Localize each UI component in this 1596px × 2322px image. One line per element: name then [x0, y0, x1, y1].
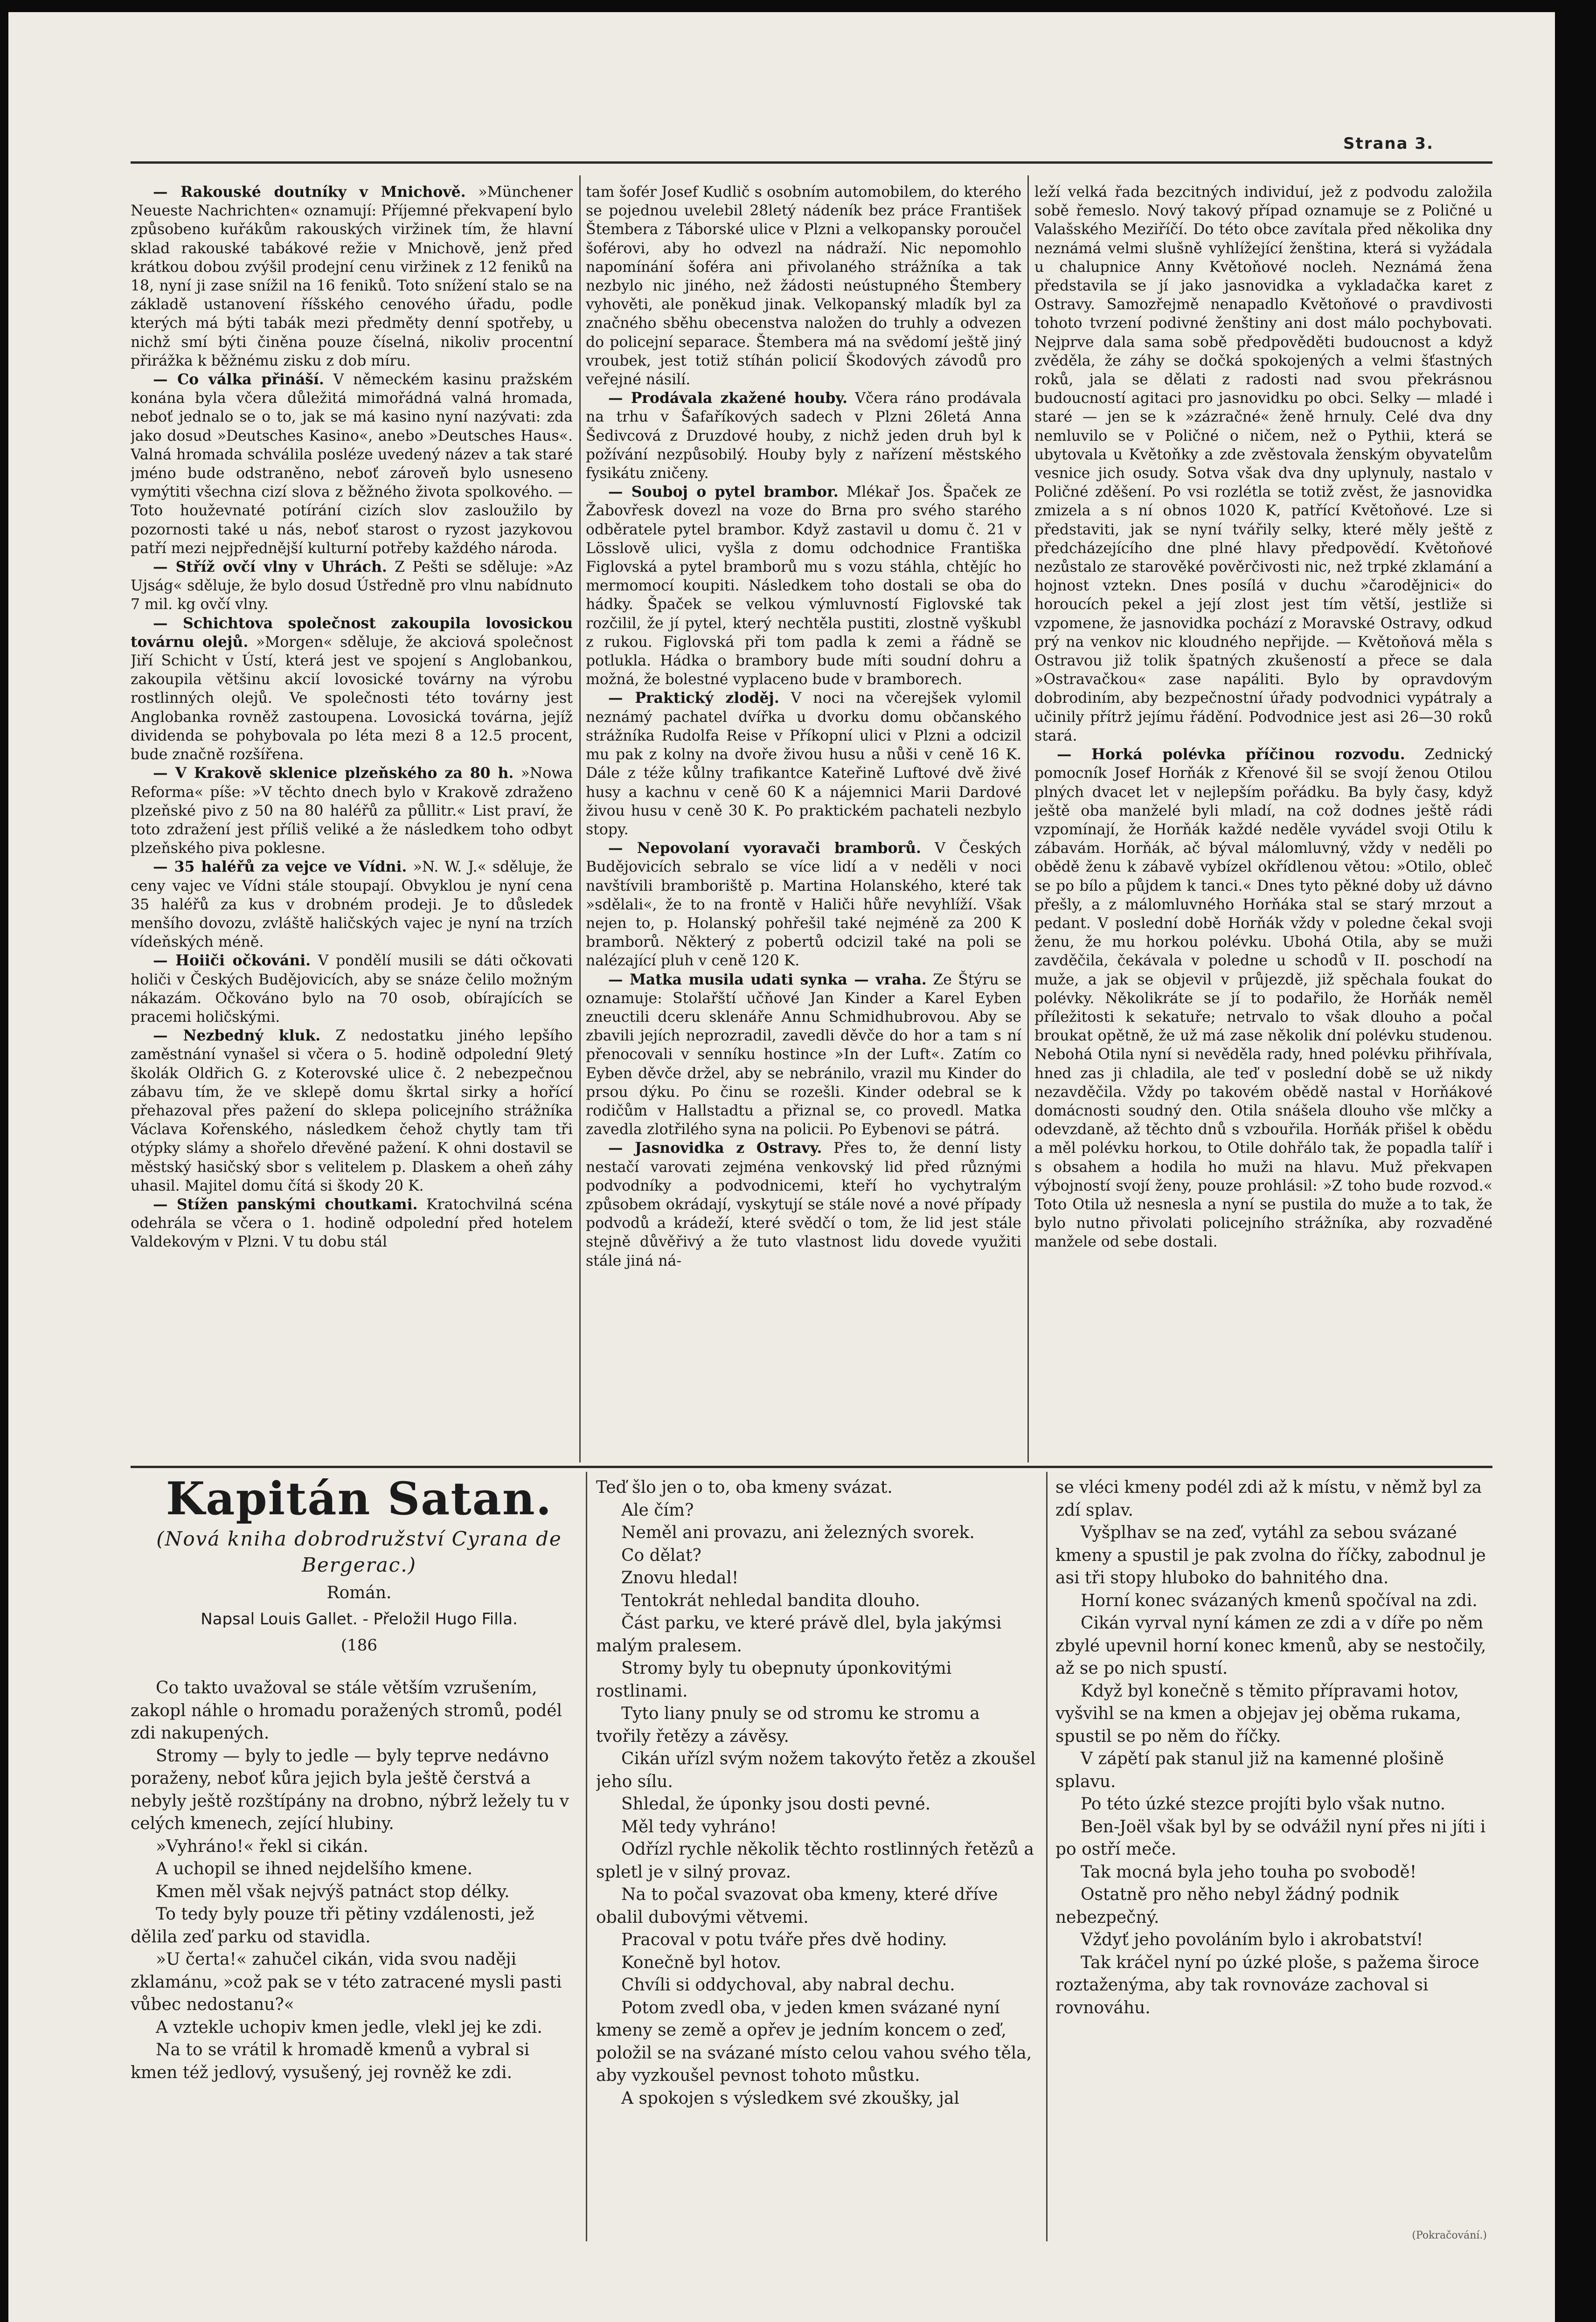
article-body: »Münchener Neueste Nachrichten« oznamují: Příjemné překvapení bylo způsobeno kuřákům rakouských viržinek tím, že hlavní sklad rakouské tabákové režie v Mnichově, jenž před krátkou dobou zvýšil prodejní cenu viržinek z 12 feniků na 18, nyní ji zase snížil na 16 feniků. Toto snížení stalo se na základě ustanovení říšského cenového úřadu, podle kterých má býti tabák mezi předměty denní spotřeby, u nichž smí býti činěna pouze číselná, nikoliv procentní přirážka k běžnému zisku z dob míru. — [131, 184, 573, 369]
column-divider — [579, 175, 581, 1463]
serial-paragraph: Chvíli si oddychoval, aby nabral dechu. — [621, 1975, 955, 1995]
continued-note: (Pokračování.) — [1412, 2230, 1487, 2241]
article-body: V Českých Budějovicích sebralo se více lidí a v neděli v noci navštívili bramboriště p. Martina Holanského, které tak »sdělali«, že to na frontě v Haliči hůře nevyhlíží. Však nejen to, p. Holanský pohřešil také nejméně za 200 K bramborů. Některý z pobertů odcizil také na poli se nalézající pluh v ceně 120 K. — [586, 840, 1021, 970]
news-article — [131, 858, 573, 951]
newspaper-page — [8, 12, 1555, 2322]
article-heading: — 35 haléřů za vejce ve Vídni. — [153, 858, 407, 876]
article-heading: — Souboj o pytel brambor. — [608, 483, 839, 501]
serial-paragraph: Tentokrát nehledal bandita dlouho. — [621, 1591, 920, 1610]
article-body: Z Pešti se sděluje: »Az Ujság« sděluje, že bylo dosud Ústředně pro vlnu nabídnuto 7 mil. kg ovčí vlny. — [131, 559, 573, 613]
article-body: »Morgen« sděluje, že akciová společnost Jiří Schicht v Ústí, která jest ve spojení s Anglobankou, zakoupila většinu akcií lovosické továrny na výrobu rostlinných olejů. Ve společnosti této továrny jest Anglobanka rovněž zastoupena. Lovosická továrna, jejíž dividenda se pohybovala po léta mezi 8 a 12.5 procent, bude značně rozšířena. — [131, 633, 573, 763]
article-body: V pondělí musili se dáti očkovati holiči v Českých Budějovicích, aby se snáze čelilo možným nákazám. Očkováno bylo na 70 osob, obírajících se pracemi holičskými. — [131, 952, 573, 1026]
serial-paragraph: Cikán uřízl svým nožem takovýto řetěz a zkoušel jeho sílu. — [596, 1749, 1036, 1791]
header-rule — [131, 161, 1492, 164]
article-heading: — Matka musila udati synka — vraha. — [608, 970, 927, 988]
news-column-1 — [131, 183, 573, 1462]
article-body: Včera ráno prodávala na trhu v Šafaříkových sadech v Plzni 26letá Anna Šedivcová z Druzdové houby, z nichž jeden druh byl k požívání nezpůsobilý. Houby byly z nařízení městského fysikátu zničeny. — [586, 390, 1021, 482]
serial-genre: Román. — [326, 1583, 392, 1602]
news-article — [131, 183, 573, 370]
article-heading: — Rakouské doutníky v Mnichově. — [153, 183, 466, 201]
serial-paragraph: Kmen měl však nejvýš patnáct stop délky. — [156, 1882, 510, 1901]
serial-paragraph: Stromy byly tu obepnuty úponkovitými rostlinami. — [596, 1659, 952, 1701]
serial-paragraph: Ben-Joël však byl by se odvážil nyní přes ni jíti i po ostří meče. — [1055, 1817, 1486, 1859]
article-body: »N. W. J.« sděluje, že ceny vajec ve Vídni stále stoupají. Obvyklou je nyní cena 35 haléřů za kus v drobném prodeji. Je to důsledek menšího dovozu, zvláště haličských vajec je nyní na trzích vídeňských méně. — [131, 859, 573, 951]
article-body: V německém kasinu pražském konána byla včera důležitá mimořádná valná hromada, neboť jednalo se o to, jak se má kasino nyní nazývati: zda jako dosud »Deutsches Kasino«, anebo »Deutsches Haus«. Valná hromada schválila posléze uvedený název a tak staré jméno bude odstraněno, neboť zároveň bylo usneseno vymýtiti všechna cizí slova z běžného života spolkového. — Toto houževnaté potírání cizích slov zasloužilo by pozornosti také u nás, neboť starost o ryzost jazykovou patří mezi nejpřednější kulturní potřeby každého národa. — [131, 371, 573, 557]
serial-paragraph: Vždyť jeho povoláním bylo i akrobatství! — [1081, 1930, 1423, 1949]
news-article — [131, 370, 573, 558]
serial-paragraph: Na to se vrátil k hromadě kmenů a vybral si kmen též jedlový, vysušený, jej rovněž ke zdi. — [131, 2040, 530, 2082]
serial-paragraph: Když byl konečně s těmito přípravami hotov, vyšvihl se na kmen a objejav jej oběma rukama, spustil se po něm do říčky. — [1055, 1681, 1461, 1746]
column-divider — [1027, 175, 1029, 1463]
news-article — [586, 839, 1021, 970]
serial-paragraph: Po této úzké stezce projíti bylo však nutno. — [1081, 1795, 1446, 1814]
article-body: leží velká řada bezcitných individuí, jež z podvodu založila sobě řemeslo. Nový takový případ oznamuje se z Poličné u Valašského Meziříčí. Do této obce zavítala před několika dny neznámá velmi slušně vyhlížející ženština, která si vyžádala u chalupnice Anny Květoňové nocleh. Neznámá žena představila se jí jako jasnovidka a vykladačka karet z Ostravy. Samozřejmě nenapadlo Květoňové o pravdivosti tohoto tvrzení podivné ženštiny ani dost málo pochybovati. Nejprve dala sama sobě předpověděti budoucnost a když zvěděla, že záhy se dočká spokojených a velmi šťastných roků, jala se dělati z radosti nad svou překrásnou budoucností agitaci pro jasnovidku po obci. Selky — mladé i staré — jen se k »zázračné« ženě hrnuly. Celé dva dny nemluvilo se v Poličné o ničem, než o Pythii, která se ubytovala u Květoňky a zde zvěstovala ženským obyvatelům vesnice jich osudy. Sotva však dva dny uplynuly, nastalo v Poličné zděšení. Po vsi rozlétla se totiž zvěst, že jasnovidka zmizela a s ní obnos 1020 K, patřící Květoňové. Lze si představiti, jak se nyní tvářily selky, které měly ještě z předcházejícího dne plné hlavy předpovědí. Květoňové nezůstalo ze starověké pověrčivosti nic, než trpké zklamání a hojnost vztekn. Dnes posílá v duchu »čarodějnici« do horoucích pekel a její zlost jest tím větší, jestliže si vzpomene, že jasnovidka pochází z Moravské Ostravy, odkud prý na venkov nic kloudného nepřijde. — Květoňová měla s Ostravou již tolik špatných zkušeností a přece se dala »Ostravačkou« zase napáliti. Bylo by opravdovým dobrodiním, aby bezpečnostní úřady podvodnici vypátraly a učinily přítrž jejímu řádění. Podvodnice jest asi 26—30 roků stará. — [1034, 184, 1492, 744]
news-article — [131, 614, 573, 764]
serial-paragraph: Potom zvedl oba, v jeden kmen svázané nyní kmeny se země a opřev je jedním koncem o zeď, položil se na svázané místo celou vahou svého těla, aby vyzkoušel pevnost tohoto můstku. — [596, 1998, 1032, 2085]
serial-paragraph: Na to počal svazovat oba kmeny, které dříve obalil dubovými větvemi. — [596, 1885, 998, 1927]
news-column-3 — [1034, 183, 1492, 1462]
article-body: V noci na včerejšek vylomil neznámý pachatel dvířka u dvorku domu občanského strážníka Rudolfa Reise v Příkopní ulici v Plzni a odcizil mu pak z kolny na dvoře živou husu a nůši v ceně 16 K. Dále z téže kůlny trafikantce Kateřině Luftové dvě živé husy a kachnu v ceně 60 K a nájemnici Marii Dardové živou husu v ceně 30 K. Po praktickém pachateli nezbylo stopy. — [586, 690, 1021, 838]
serial-credit: Napsal Louis Gallet. - Přeložil Hugo Filla. — [201, 1610, 518, 1629]
serial-paragraph: Teď šlo jen o to, oba kmeny svázat. — [596, 1478, 893, 1497]
article-heading: — Nezbedný kluk. — [153, 1027, 321, 1045]
serial-paragraph: To tedy byly pouze tři pětiny vzdálenosti, jež dělila zeď parku od stavidla. — [131, 1905, 534, 1947]
serial-paragraph: Měl tedy vyhráno! — [621, 1817, 777, 1837]
serial-paragraph: A uchopil se ihned nejdelšího kmene. — [156, 1859, 473, 1878]
serial-paragraph: Co dělat? — [621, 1546, 701, 1565]
news-article — [131, 1026, 573, 1195]
serial-paragraph: »U čerta!« zahučel cikán, vida svou naději zklamánu, »což pak se v této zatracené mysli pasti vůbec nedostanu?« — [131, 1950, 562, 2014]
serial-paragraph: Ale čím? — [621, 1500, 694, 1520]
news-article — [131, 951, 573, 1026]
article-body: Zednický pomocník Josef Horňák z Křenové šil se svojí ženou Otilou plných dvacet let v nejlepším pořádku. Ba byly časy, když ještě oba manželé byli mladí, na což dodnes ještě rádi vzpomínají, že Horňák každé neděle vyvádel svoji Otilu k zábavám. Horňák, ač býval málomluvný, vždy v neděli po obědě ženu k zábavě vybízel okřídlenou větou: »Otilo, obleč se po bílo a půjdem k tanci.« Dnes tyto pěkné doby už dávno přešly, a z málomluvného Horňáka stal se starý mrzout a pedant. V poslední době Horňák vždy v poledne čekal svoji ženu, že mu horkou polévku. Ubohá Otila, aby se muži zavděčila, čekávala v poledne u schodů v II. poschodí na muže, a jak se objevil v průjezdě, již spěchala foukat do polévky. Několikráte se jí to podařilo, že Horňák neměl příležitosti k sekatuře; netrvalo to však dlouho a počal broukat opětně, že už má zase několik dní polévku studenou. Nebohá Otila nyní si nevěděla rady, hned polévku přihřívala, hned zas ji chladila, ale teď v poslední době se už nikdy nezavděčila. Vždy po takovém obědě nastal v Horňákové domácnosti soudný den. Otila snášela dlouho vše mlčky a odevzdaně, až těchto dnů s vzbouřila. Horňák přišel k obědu a měl polévku horkou, to Otile dohřálo tak, že popadla talíř i s obsahem a hodila ho muži na hlavu. Muž překvapen výbojností svojí ženy, pouze prohlásil: »Z toho bude rozvod.« Toto Otila už nesnesla a nyní se pustila do muže a to tak, že bylo nutno přivolati policejního strážníka, aby rozvaděné manžele od sebe dostali. — [1034, 746, 1492, 1251]
serial-paragraph: A vztekle uchopiv kmen jedle, vlekl jej ke zdi. — [156, 2017, 542, 2037]
article-body: Kratochvilná scéna odehrála se včera o 1. hodině odpolední před hotelem Valdekovým v Plzni. V tu dobu stál — [131, 1196, 573, 1251]
news-article — [586, 1139, 1021, 1270]
serial-paragraph: Ostatně pro něho nebyl žádný podnik nebezpečný. — [1055, 1885, 1399, 1927]
news-article — [586, 970, 1021, 1139]
news-article — [586, 389, 1021, 483]
news-article — [586, 689, 1021, 839]
news-article — [1034, 745, 1492, 1251]
serial-paragraph: se vléci kmeny podél zdi až k místu, v němž byl za zdí splav. — [1055, 1478, 1482, 1520]
section-rule — [131, 1466, 1492, 1468]
serial-paragraph: »Vyhráno!« řekl si cikán. — [156, 1837, 368, 1856]
serial-subtitle: (Nová kniha dobrodružství Cyrana de Bergerac.) — [156, 1527, 562, 1576]
serial-heading — [131, 1472, 588, 1657]
article-heading: — Praktický zloděj. — [608, 689, 779, 707]
serial-paragraph: Tyto liany pnuly se od stromu ke stromu a tvořily řetězy a závěsy. — [596, 1704, 980, 1746]
serial-paragraph: Část parku, ve které právě dlel, byla jakýmsi malým pralesem. — [596, 1614, 1002, 1656]
article-body: Mlékař Jos. Špaček ze Žabovřesk dovezl na voze do Brna pro svého starého odběratele pytel brambor. Když zastavil u domu č. 21 v Lösslově ulici, vyšla z domu odchodnice Františka Figlovská a pytel bramborů mu s vozu stáhla, chtějíc ho mermomocí koupiti. Následkem toho dostali se oba do hádky. Špaček se velkou výmluvností Figlovské tak rozčilil, že jí pytel, který nechtěla pustiti, zlostně vyškubl z rukou. Figlovská při tom padla k zemi a řádně se potlukla. Hádka o brambory bude míti soudní dohru a možná, že bolestné vyplaceno bude v bramborech. — [586, 484, 1021, 688]
serial-column-3 — [1055, 1476, 1492, 2232]
column-divider — [1046, 1472, 1048, 2241]
serial-paragraph: Znovu hledal! — [621, 1568, 739, 1587]
article-heading: — Horká polévka příčinou rozvodu. — [1057, 746, 1405, 763]
serial-column-2 — [596, 1476, 1039, 2251]
serial-paragraph: Tak mocná byla jeho touha po svobodě! — [1081, 1862, 1417, 1882]
serial-paragraph: Stromy — byly to jedle — byly teprve nedávno poraženy, neboť kůra jejich byla ještě čerstvá a nebyly ještě rozštípány na drobno, nýbrž ležely tu v celých kmenech, zející hlubiny. — [131, 1746, 569, 1833]
article-heading: — Nepovolaní vyoravači bramborů. — [608, 839, 921, 857]
news-article — [586, 183, 1021, 389]
article-heading: — Co válka přináší. — [153, 371, 324, 388]
column-divider — [586, 1472, 587, 2241]
article-heading: — Jasnovidka z Ostravy. — [608, 1139, 822, 1157]
serial-paragraph: Odřízl rychle několik těchto rostlinných řetězů a spletl je v silný provaz. — [596, 1840, 1034, 1882]
serial-paragraph: Horní konec svázaných kmenů spočíval na zdi. — [1081, 1591, 1478, 1610]
serial-paragraph: Neměl ani provazu, ani železných svorek. — [621, 1523, 975, 1542]
serial-paragraph: A spokojen s výsledkem své zkoušky, jal — [621, 2088, 959, 2108]
serial-column-1 — [131, 1677, 578, 2218]
article-body: »Nowa Reforma« píše: »V těchto dnech bylo v Krakově zdraženo plzeňské pivo z 50 na 80 haléřů za půllitr.« List praví, že toto zdražení jest příliš veliké a že následkem toho odbyt plzeňského piva poklesne. — [131, 765, 573, 857]
serial-paragraph: Pracoval v potu tváře přes dvě hodiny. — [621, 1930, 947, 1949]
article-heading: — Stříž ovčí vlny v Uhrách. — [153, 558, 387, 576]
article-body: Ze Štýru se oznamuje: Stolařští učňové Jan Kinder a Karel Eyben zneuctili dceru sklenáře Annu Schmidhubrovou. Aby se zbavili jejích neprozradil, zavedli děvče do hor a tam s ní přenocovali v senníku hostince »In der Luft«. Zatím co Eyben děvče držel, aby se nebránilo, vrazil mu Kinder do prsou dýku. Po činu se rozešli. Kinder odebral se k rodičům v Hallstadtu a přiznal se, co provedl. Matka zavedla zlotřilého syna na policii. Po Eybenovi se pátrá. — [586, 971, 1021, 1138]
article-heading: — Prodávala zkažené houby. — [608, 389, 848, 407]
serial-paragraph: V zápětí pak stanul již na kamenné plošině splavu. — [1055, 1749, 1444, 1791]
installment-number: (186 — [340, 1636, 378, 1655]
serial-paragraph: Konečně byl hotov. — [621, 1953, 782, 1972]
serial-title: Kapitán Satan. — [166, 1472, 553, 1525]
continued-wrap — [1055, 2223, 1492, 2241]
news-article — [131, 1195, 573, 1252]
article-heading: — Schichtova společnost zakoupila lovosickou továrnu olejů. — [131, 614, 573, 651]
serial-paragraph: Shledal, že úponky jsou dosti pevné. — [621, 1795, 931, 1814]
news-column-2 — [586, 183, 1021, 1462]
article-body: Přes to, že denní listy nestačí varovati zejména venkovský lid před různými podvodníky a podvodnicemi, kteří ho vychytralým způsobem okrádají, vyskytují se stále nové a nové případy podvodů a krádeží, které svědčí o tom, že lid jest stále stejně důvěřivý a že tuto vlastnost lidu dovede využiti stále jiná ná- — [586, 1140, 1021, 1269]
serial-paragraph: Vyšplhav se na zeď, vytáhl za sebou svázané kmeny a spustil je pak zvolna do říčky, zabodnul je asi tři stopy hluboko do bahnitého dna. — [1055, 1523, 1486, 1587]
serial-paragraph: Cikán vyrval nyní kámen ze zdi a v díře po něm zbylé upevnil horní konec kmenů, aby se nestočily, až se po nich spustí. — [1055, 1614, 1486, 1678]
news-article — [131, 558, 573, 614]
news-article — [131, 764, 573, 858]
article-heading: — Stížen panskými choutkami. — [153, 1195, 418, 1213]
article-heading: — Hoiiči očkováni. — [153, 952, 311, 970]
article-body: tam šofér Josef Kudlič s osobním automobilem, do kterého se pojednou uvelebil 28letý nádeník bez práce František Štembera z Táborské ulice v Plzni a velkopansky poroučel šoférovi, aby ho odvezl na nádraží. Nic nepomohlo napomínání šoféra ani přivolaného strážníka a tak nezbylo nic jiného, než žádosti neústupného Štembery vyhověti, ale poněkud jinak. Velkopanský mladík byl za značného sběhu obecenstva naložen do truhly a odvezen do policejní separace. Štembera má na svědomí ještě jiný vroubek, jest totiž stíhán policií Škodových závodů pro veřejné násilí. — [586, 184, 1021, 388]
news-article — [586, 483, 1021, 689]
news-article — [1034, 183, 1492, 745]
serial-paragraph: Co takto uvažoval se stále větším vzrušením, zakopl náhle o hromadu poražených stromů, podél zdi nakupených. — [131, 1678, 562, 1743]
serial-paragraph: Tak kráčel nyní po úzké ploše, s pažema široce roztaženýma, aby tak rovnováze zachoval si rovnováhu. — [1055, 1953, 1479, 2017]
article-body: Z nedostatku jiného lepšího zaměstnání vynašel si včera o 5. hodině odpolední 9letý školák Oldřich G. z Koterovské ulice č. 2 nebezpečnou zábavu tím, že ve sklepě domu škrtal sirky a hořící přehazoval přes pažení do sklepa policejního strážníka Václava Kořenského, následkem čehož chytly tam tři otýpky slámy a shořelo dřevěné pažení. K ohni dostavil se městský hasičský sbor s velitelem p. Dlaskem a oheň záhy uhasil. Majitel domu čítá si škody 20 K. — [131, 1027, 573, 1194]
page-number: Strana 3. — [1343, 134, 1434, 153]
article-heading: — V Krakově sklenice plzeňského za 80 h. — [153, 764, 514, 782]
